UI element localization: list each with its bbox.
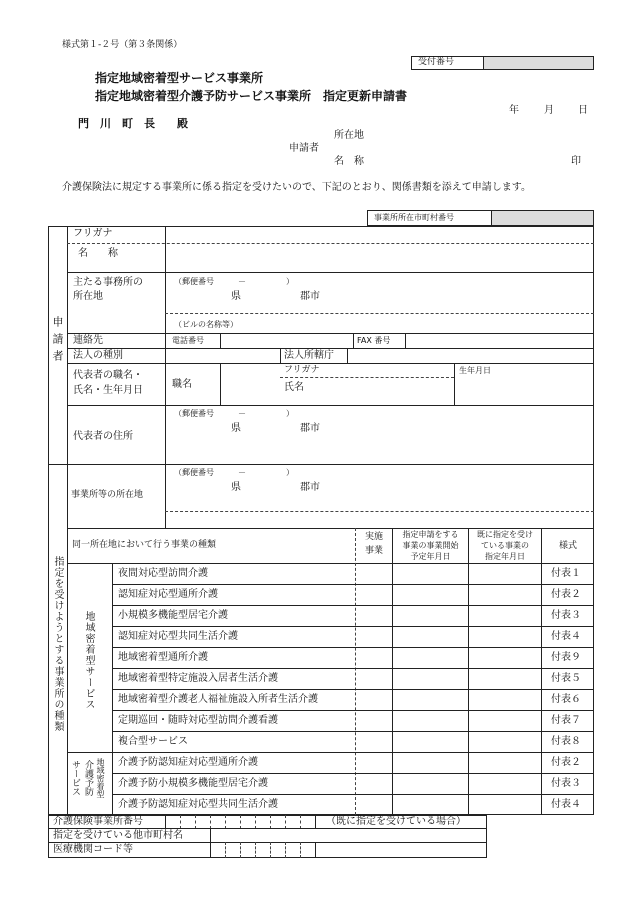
service-name: 複合型サービス [118,736,188,747]
service-name: 夜間対応型訪問介護 [118,568,208,579]
site-address-label: 事業所等の所在地 [71,490,144,500]
rep-address-label: 代表者の住所 [73,431,133,442]
group2-label-a: 地域密着型 [96,758,105,798]
rep-postal: （郵便番号 － ） [174,409,294,418]
service-form: 付表２ [551,757,581,768]
col-start-3: 予定年月日 [410,552,451,561]
col-existing-2: ている事業の [481,541,529,550]
application-table [48,226,594,815]
other-muni-label: 指定を受けている他市町村名 [53,830,183,841]
col-existing-3: 指定年月日 [485,552,525,561]
service-form: 付表４ [551,799,581,810]
office-pref: 県 [231,291,241,302]
date-month: 月 [544,105,554,116]
form-number: 様式第１-２号（第３条関係） [62,40,183,50]
rep-label-1: 代表者の職名・ [73,370,143,381]
service-form: 付表３ [551,778,581,789]
fax-label: FAX 番号 [357,336,391,345]
service-form: 付表３ [551,610,581,621]
col-start-1: 指定申請をする [402,530,459,539]
applicant-label: 申請者 [289,143,319,154]
site-pref: 県 [231,482,241,493]
receipt-label: 受付番号 [418,57,455,67]
service-name: 地域密着型介護老人福祉施設入所者生活介護 [118,694,318,705]
col-start-2: 事業の事業開始 [402,541,459,550]
title-line2: 指定地域密着型介護予防サービス事業所 指定更新申請書 [95,89,408,103]
group1-label: 地域密着型サービス [83,611,94,710]
office-address-label-2: 所在地 [73,291,103,302]
municipality-number-field[interactable] [491,210,594,226]
group2-label-b: 介護予防 [83,760,93,796]
phone-label: 電話番号 [172,336,204,345]
service-form: 付表８ [551,736,581,747]
service-name: 介護予防認知症対応型共同生活介護 [118,799,278,810]
medical-code-label: 医療機関コード等 [53,844,133,855]
service-name: 小規模多機能型居宅介護 [118,610,228,621]
service-form: 付表２ [551,589,581,600]
office-building: （ビルの名称等） [174,320,238,329]
receipt-number-field[interactable] [483,56,594,70]
furigana-label: フリガナ [73,228,113,239]
contact-label: 連絡先 [73,335,103,346]
insurance-note: （既に指定を受けている場合） [326,816,466,827]
applicant-address-label: 所在地 [334,130,364,141]
office-city: 郡市 [300,291,320,302]
col-form: 様式 [558,541,577,551]
service-name: 認知症対応型共同生活介護 [118,631,238,642]
title-line1: 指定地域密着型サービス事業所 [95,71,264,85]
insurance-number-label: 介護保険事業所番号 [53,816,143,827]
col-impl-2: 事業 [364,546,383,556]
municipality-number-label: 事業所所在市町村番号 [374,213,454,222]
rep-label-2: 氏名・生年月日 [73,385,143,396]
rep-title-label: 職名 [172,379,192,390]
service-name: 地域密着型通所介護 [118,652,208,663]
service-name: 介護予防認知症対応型通所介護 [118,757,258,768]
col-existing-1: 既に指定を受け [477,530,533,539]
corp-authority-label: 法人所轄庁 [284,350,334,361]
birth-label: 生年月日 [459,366,491,375]
service-name: 介護予防小規模多機能型居宅介護 [118,778,268,789]
addressee: 門 川 町 長 殿 [78,117,188,130]
service-form: 付表４ [551,631,581,642]
rep-pref: 県 [231,423,241,434]
service-form: 付表９ [551,652,581,663]
site-postal: （郵便番号 － ） [174,468,294,477]
date-day: 日 [578,105,588,116]
office-postal: （郵便番号 － ） [174,277,294,286]
name-label: 名 称 [78,248,118,259]
applicant-name-label: 名 称 [334,156,364,167]
group2-label-c: サービス [70,760,80,796]
corp-type-label: 法人の種別 [73,350,123,361]
service-name: 定期巡回・随時対応型訪問介護看護 [118,715,278,726]
service-form: 付表６ [551,694,581,705]
rep-furigana-label: フリガナ [284,365,320,375]
section2-label: 指定を受けようとする事業所の種類 [52,556,63,732]
rep-name-label: 氏名 [284,382,304,393]
service-form: 付表１ [551,568,581,579]
office-address-label-1: 主たる事務所の [73,277,143,288]
service-header: 同一所在地において行う事業の種類 [72,540,217,550]
seal-mark: 印 [571,156,581,167]
service-name: 地域密着型特定施設入居者生活介護 [118,673,278,684]
service-form: 付表７ [551,715,581,726]
col-impl-1: 実施 [364,532,383,542]
site-city: 郡市 [300,482,320,493]
date-year: 年 [509,105,519,116]
service-name: 認知症対応型通所介護 [118,589,218,600]
rep-city: 郡市 [300,423,320,434]
service-form: 付表５ [551,673,581,684]
section1-label: 申請者 [51,316,64,367]
body-text: 介護保険法に規定する事業所に係る指定を受けたいので、下記のとおり、関係書類を添えて申請します。 [62,182,531,193]
